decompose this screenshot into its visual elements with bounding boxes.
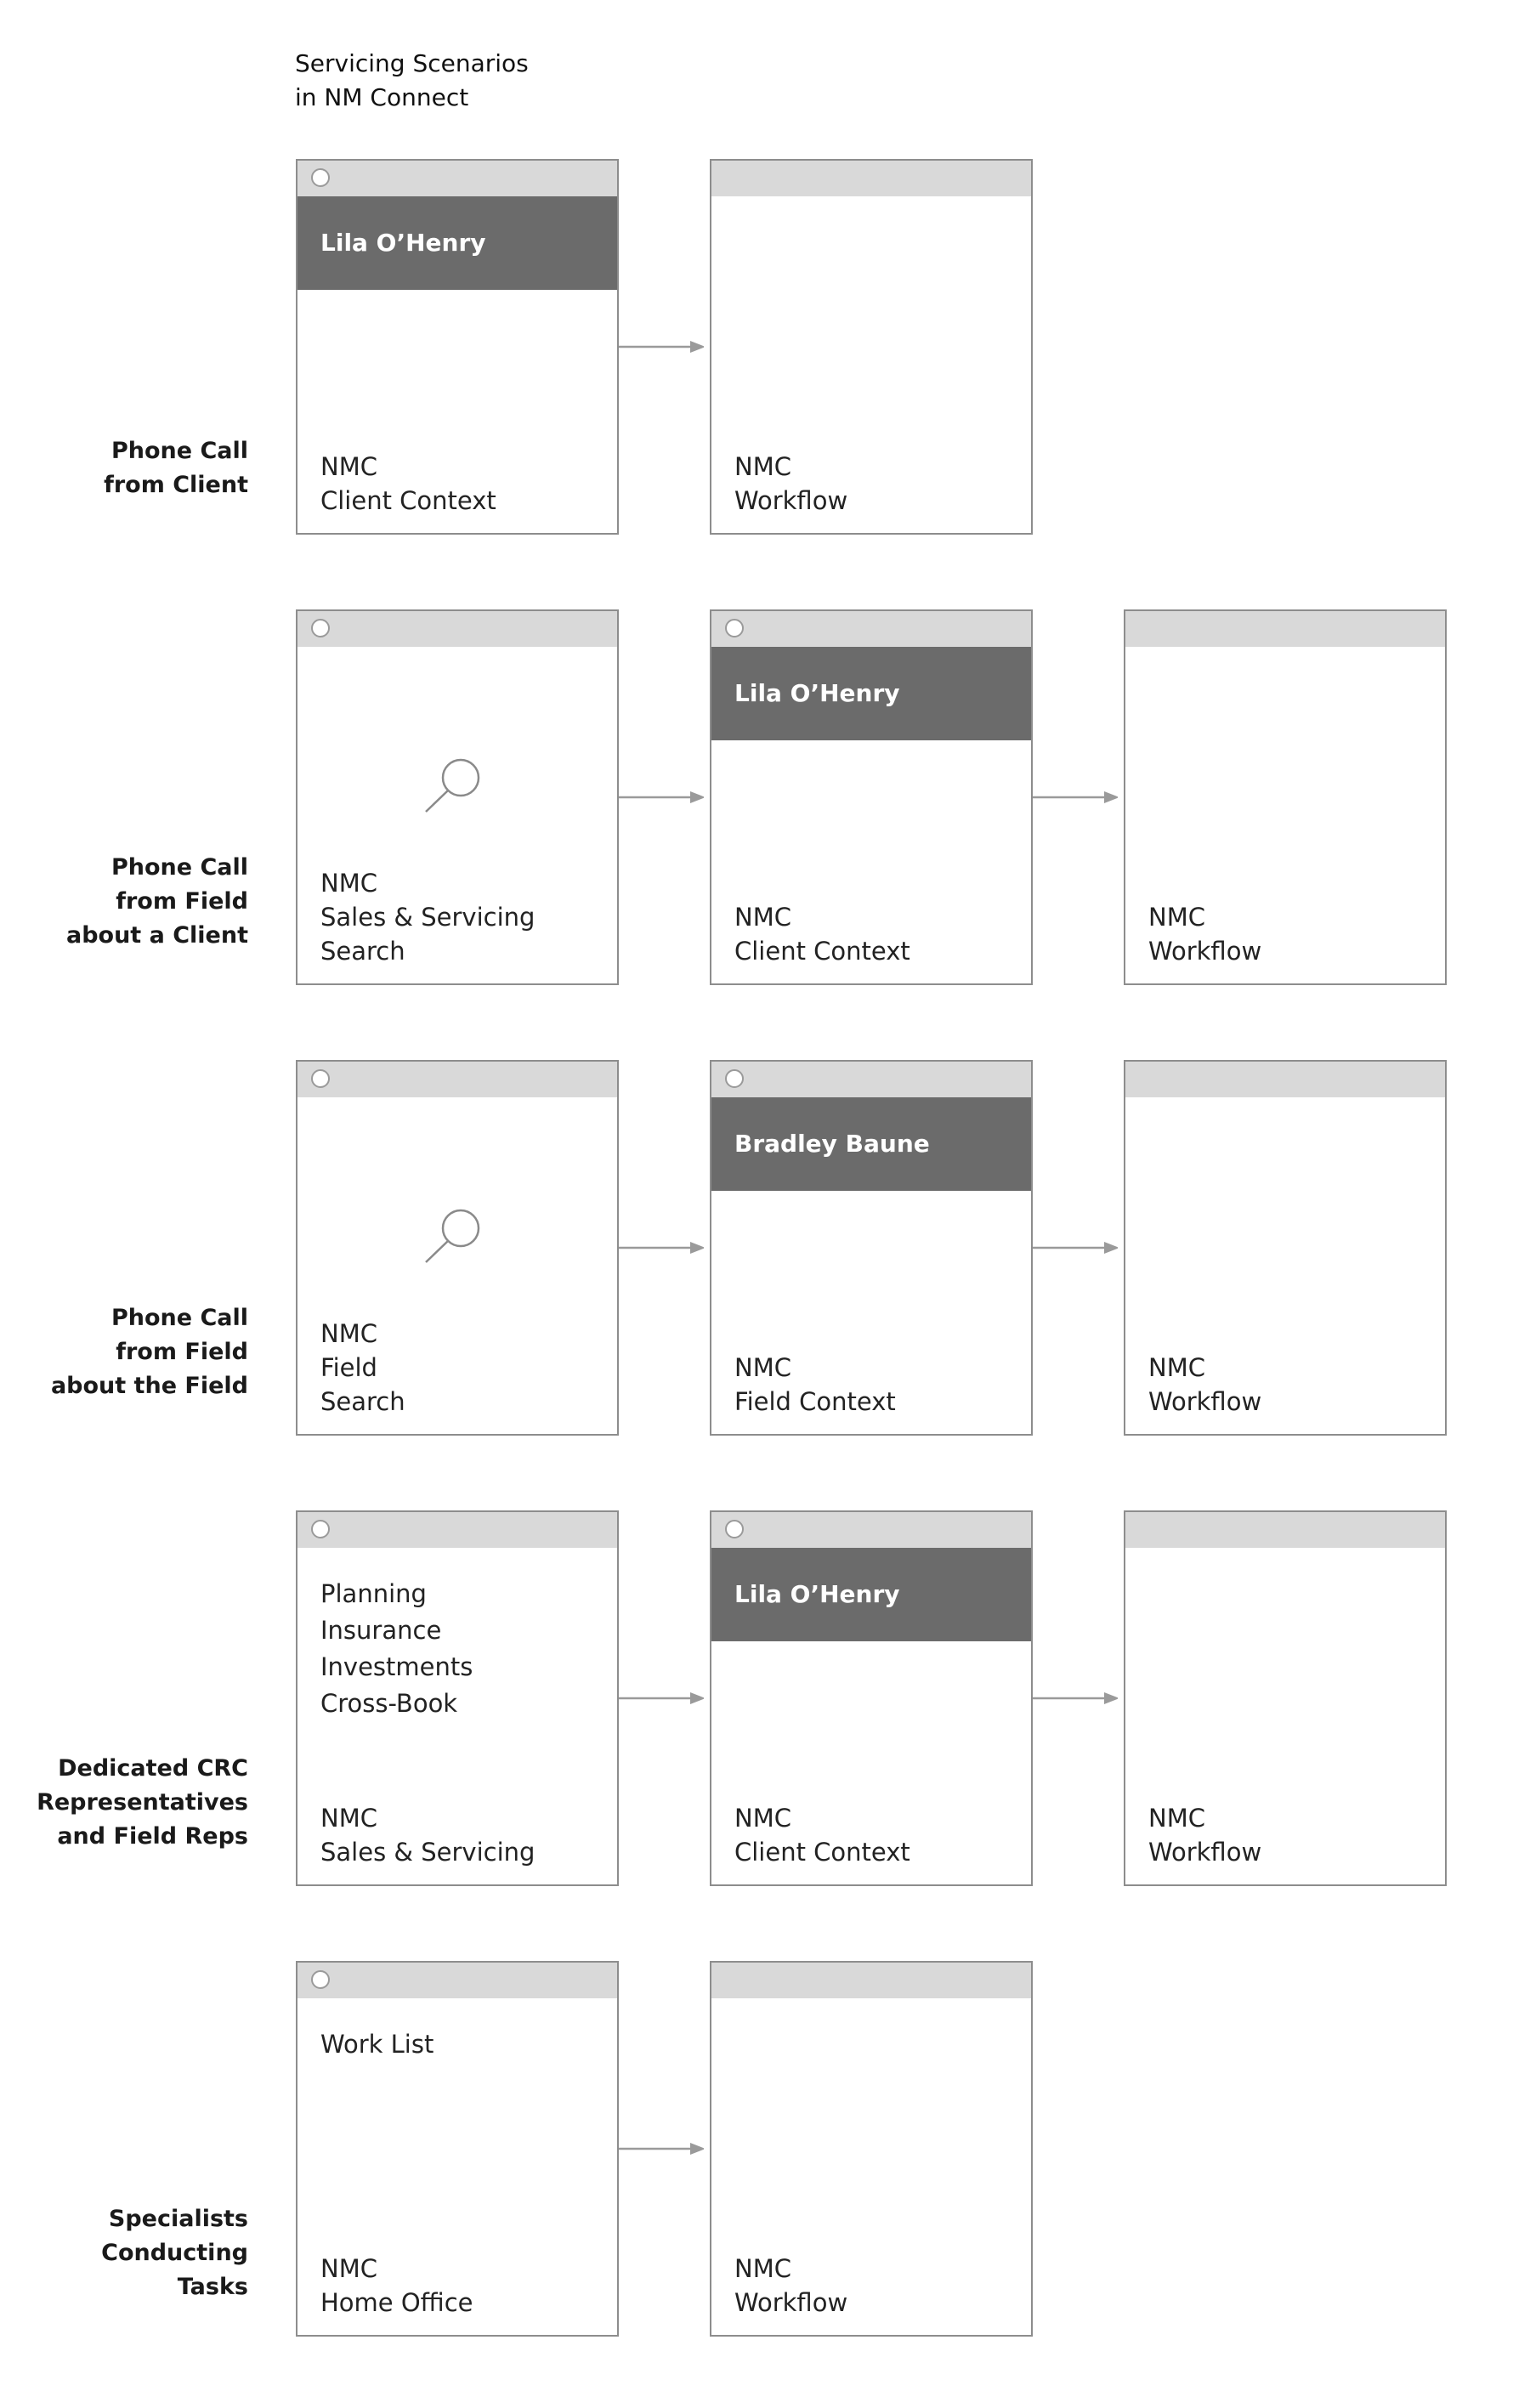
screen-caption-line: NMC [734, 2254, 791, 2283]
row-label-line: Specialists [108, 2206, 248, 2232]
screen-card[interactable] [710, 1060, 1033, 1436]
screen-caption-line: Workflow [734, 486, 848, 515]
window-control-icon[interactable] [311, 619, 330, 637]
row-label [0, 434, 248, 502]
screen-caption-line: NMC [320, 1319, 377, 1348]
window-control-icon[interactable] [725, 619, 744, 637]
row-label [0, 1752, 248, 1854]
flow-arrow [619, 789, 704, 806]
window-title-bar [1125, 611, 1445, 647]
screen-card[interactable] [296, 609, 619, 985]
screen-caption [1148, 900, 1261, 968]
screen-caption-line: Home Office [320, 2288, 473, 2317]
screen-caption [734, 2252, 847, 2320]
screen-caption-line: Sales & Servicing [320, 903, 536, 932]
menu-list [320, 1576, 473, 1722]
window-control-icon[interactable] [311, 1970, 330, 1989]
row-label-line: about the Field [50, 1373, 248, 1399]
screen-caption-line: NMC [734, 452, 791, 481]
row-label-line: and Field Reps [57, 1823, 248, 1850]
title-line-2: in NM Connect [295, 83, 469, 111]
screen-caption-line: NMC [1148, 903, 1205, 932]
menu-list-item: Work List [320, 2030, 434, 2059]
flow-arrow [619, 1239, 704, 1256]
screen-card[interactable] [296, 1060, 619, 1436]
search-icon [423, 1204, 484, 1266]
screen-card[interactable] [1124, 1510, 1447, 1886]
screen-caption-line: Workflow [1148, 1387, 1262, 1416]
screen-caption-line: Workflow [734, 2288, 848, 2317]
row-label-line: from Field [116, 888, 248, 915]
window-title-bar [711, 611, 1031, 647]
title-line-1: Servicing Scenarios [295, 49, 529, 77]
screen-card[interactable] [710, 1510, 1033, 1886]
screen-caption-line: Search [320, 1387, 405, 1416]
screen-caption-line: NMC [320, 2254, 377, 2283]
window-control-icon[interactable] [311, 168, 330, 187]
screen-caption-line: Workflow [1148, 937, 1262, 966]
row-label-line: from Field [116, 1339, 248, 1365]
context-header: Lila O’Henry [298, 196, 617, 290]
window-title-bar [298, 1062, 617, 1097]
flow-arrow [1033, 1239, 1118, 1256]
screen-caption [1148, 1801, 1261, 1869]
screen-caption-line: NMC [734, 1804, 791, 1833]
screen-card[interactable] [710, 609, 1033, 985]
window-title-bar [711, 1512, 1031, 1548]
window-title-bar [711, 161, 1031, 196]
menu-list-item: Planning [320, 1579, 427, 1608]
screen-caption [1148, 1351, 1261, 1419]
screen-caption-line: Field Context [734, 1387, 896, 1416]
window-title-bar [711, 1062, 1031, 1097]
window-title-bar [298, 611, 617, 647]
window-control-icon[interactable] [725, 1069, 744, 1088]
screen-card[interactable] [296, 1510, 619, 1886]
row-label-line: Phone Call [110, 1305, 248, 1331]
menu-list-item: Investments [320, 1652, 473, 1681]
flow-arrow [1033, 789, 1118, 806]
screen-caption [320, 2252, 473, 2320]
window-title-bar [298, 1512, 617, 1548]
screen-caption-line: Client Context [734, 937, 910, 966]
menu-list [320, 2026, 434, 2063]
window-title-bar [711, 1963, 1031, 1998]
screen-caption [320, 866, 535, 968]
screen-caption [734, 1351, 896, 1419]
search-icon [423, 754, 484, 815]
flow-arrow [1033, 1690, 1118, 1707]
screen-caption [734, 900, 910, 968]
flow-arrow [619, 338, 704, 355]
row-label-line: Phone Call [110, 854, 248, 881]
screen-card[interactable] [296, 1961, 619, 2337]
screen-caption-line: NMC [320, 869, 377, 898]
screen-caption [734, 450, 847, 518]
row-label-line: about a Client [65, 922, 248, 949]
menu-list-item: Cross-Book [320, 1689, 458, 1718]
screen-caption-line: NMC [734, 1353, 791, 1382]
screen-card[interactable] [710, 1961, 1033, 2337]
row-label-line: Dedicated CRC [58, 1755, 248, 1782]
screen-caption-line: Workflow [1148, 1838, 1262, 1867]
row-label [0, 1301, 248, 1403]
context-header: Lila O’Henry [711, 647, 1031, 740]
row-label-line: Phone Call [110, 438, 248, 464]
row-label [0, 2202, 248, 2304]
screen-card[interactable] [1124, 1060, 1447, 1436]
screen-caption-line: Sales & Servicing [320, 1838, 536, 1867]
screen-caption-line: Client Context [734, 1838, 910, 1867]
screen-caption-line: Client Context [320, 486, 496, 515]
window-title-bar [298, 161, 617, 196]
screen-card[interactable] [710, 159, 1033, 535]
screen-caption-line: NMC [320, 1804, 377, 1833]
screen-caption-line: NMC [734, 903, 791, 932]
screen-caption [320, 1317, 405, 1419]
row-label-line: from Client [104, 472, 248, 498]
context-header: Bradley Baune [711, 1097, 1031, 1191]
screen-caption [320, 1801, 535, 1869]
row-label-line: Conducting [101, 2240, 248, 2266]
screen-caption-line: NMC [320, 452, 377, 481]
flow-arrow [619, 1690, 704, 1707]
flow-arrow [619, 2140, 704, 2157]
window-control-icon[interactable] [311, 1069, 330, 1088]
screen-caption-line: NMC [1148, 1804, 1205, 1833]
context-header: Lila O’Henry [711, 1548, 1031, 1641]
window-title-bar [1125, 1512, 1445, 1548]
row-label-line: Tasks [177, 2274, 248, 2300]
screen-caption-line: Search [320, 937, 405, 966]
diagram-title [295, 47, 529, 115]
window-control-icon[interactable] [311, 1520, 330, 1538]
screen-caption [320, 450, 496, 518]
screen-caption [734, 1801, 910, 1869]
window-title-bar [1125, 1062, 1445, 1097]
screen-caption-line: Field [320, 1353, 377, 1382]
window-control-icon[interactable] [725, 1520, 744, 1538]
screen-caption-line: NMC [1148, 1353, 1205, 1382]
row-label [0, 851, 248, 953]
row-label-line: Representatives [37, 1789, 248, 1816]
screen-card[interactable] [296, 159, 619, 535]
window-title-bar [298, 1963, 617, 1998]
screen-card[interactable] [1124, 609, 1447, 985]
menu-list-item: Insurance [320, 1616, 442, 1645]
